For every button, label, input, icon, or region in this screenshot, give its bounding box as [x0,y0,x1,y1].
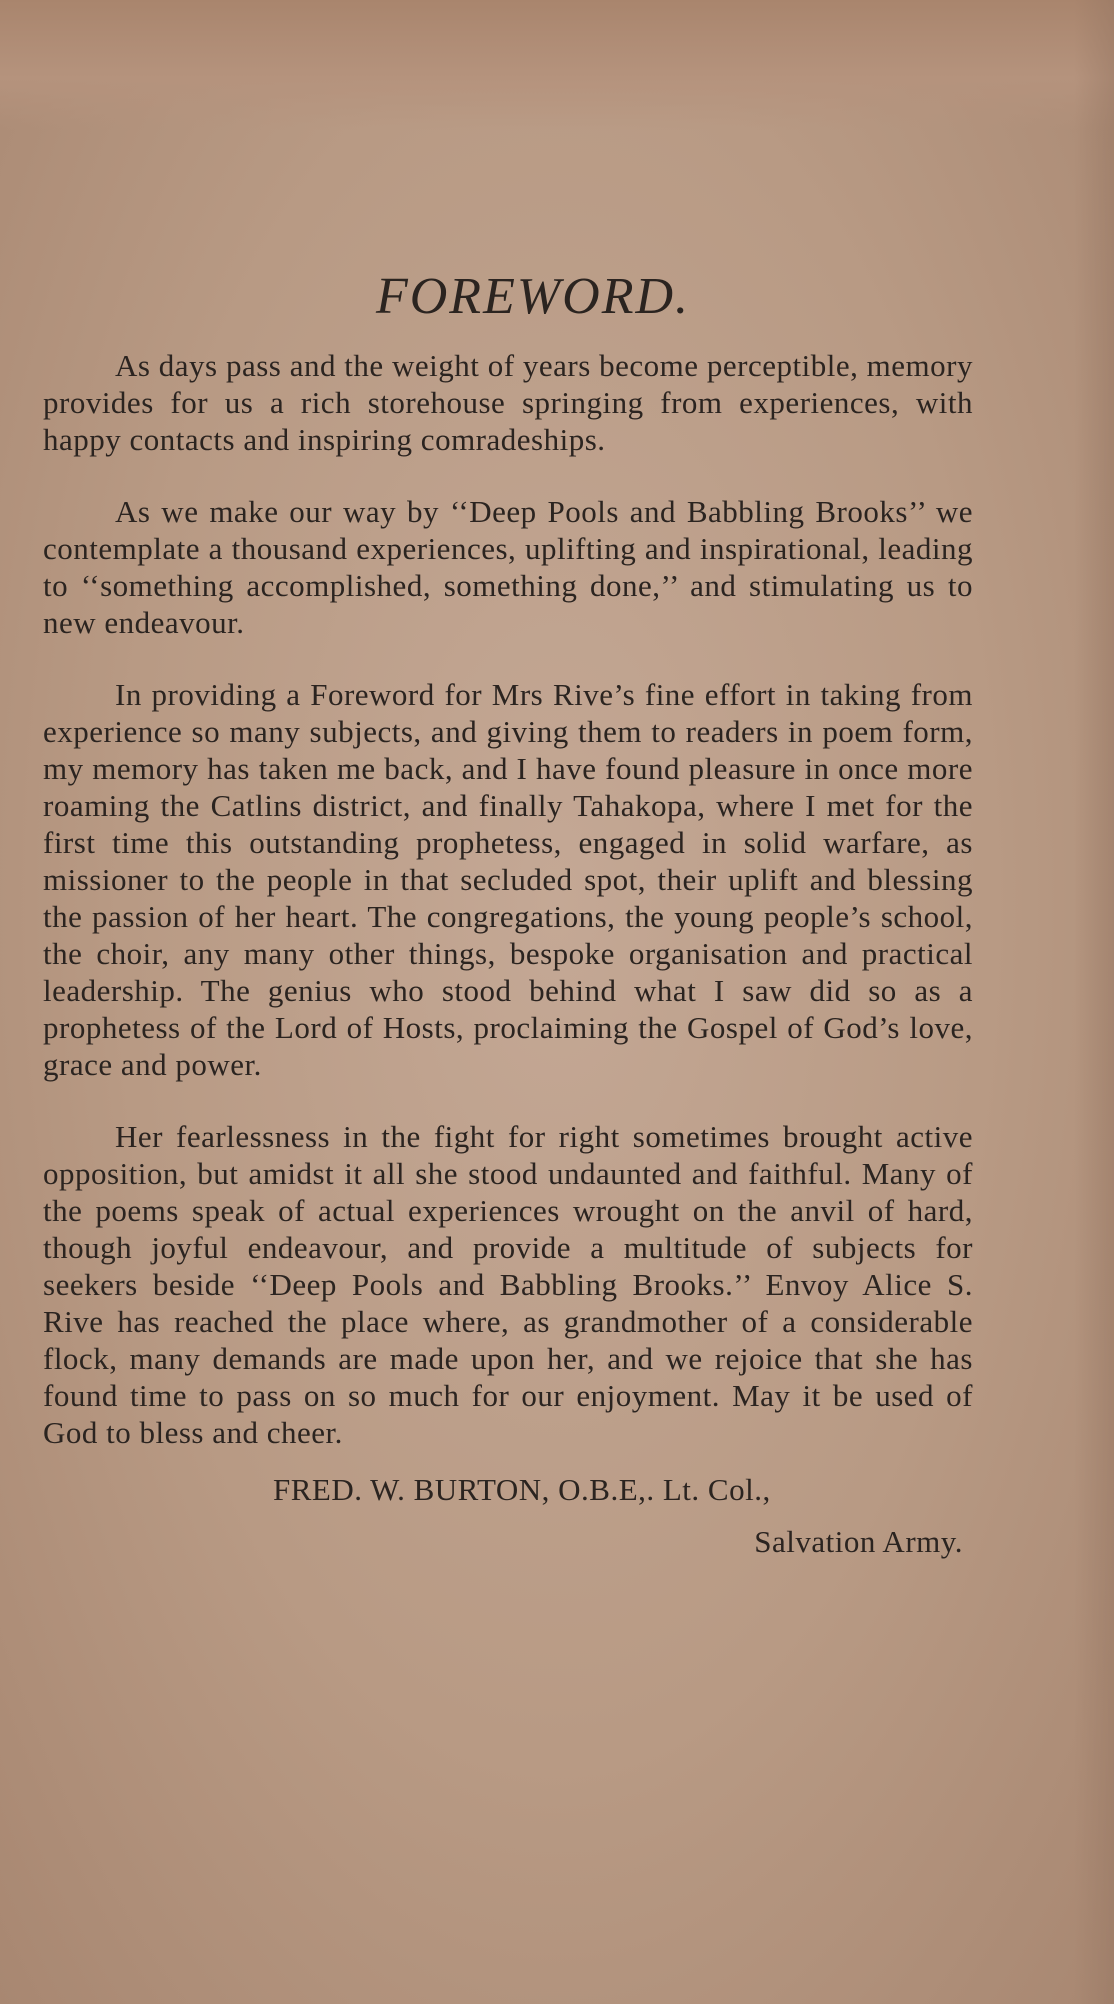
foreword-content [43,268,973,1561]
page-edge-shadow [1074,0,1114,2004]
paragraph-2: As we make our way by ‘‘Deep Pools and Babbling Brooks’’ we contemplate a thousand experiences, uplifting and inspirational, leading to ‘‘something accomplished, something done,’’ and stimulating us to new endeavour. [43,494,973,641]
page-top-shadow [0,0,1114,130]
paragraph-1: As days pass and the weight of years become perceptible, memory provides for us a rich storehouse springing from experiences, with happy contacts and inspiring comradeships. [43,348,973,458]
signature-name: FRED. W. BURTON, O.B.E,. Lt. Col., [273,1472,771,1508]
signature-organization: Salvation Army. [754,1524,963,1560]
paragraph-4: Her fearlessness in the fight for right sometimes brought active opposition, but amidst it all she stood undaunted and faithful. Many of the poems speak of actual experiences wrought on the anvil of hard, though joyful endeavour, and provide a multitude of subjects for seekers beside ‘‘Deep Pools and Babbling Brooks.’’ Envoy Alice S. Rive has reached the place where, as grandmother of a considerable flock, many demands are made upon her, and we rejoice that she has found time to pass on so much for our enjoyment. May it be used of God to bless and cheer. [43,1119,973,1451]
page-title: FOREWORD. [375,268,691,325]
paragraph-3: In providing a Foreword for Mrs Rive’s fine effort in taking from experience so many subjects, and giving them to readers in poem form, my memory has taken me back, and I have found pleasure in once more roaming the Catlins district, and finally Tahakopa, where I met for the first time this outstanding prophetess, engaged in solid warfare, as missioner to the people in that secluded spot, their uplift and blessing the passion of her heart. The congregations, the young people’s school, the choir, any many other things, bespoke organisation and practical leadership. The genius who stood behind what I saw did so as a prophetess of the Lord of Hosts, proclaiming the Gospel of God’s love, grace and power. [43,677,973,1083]
